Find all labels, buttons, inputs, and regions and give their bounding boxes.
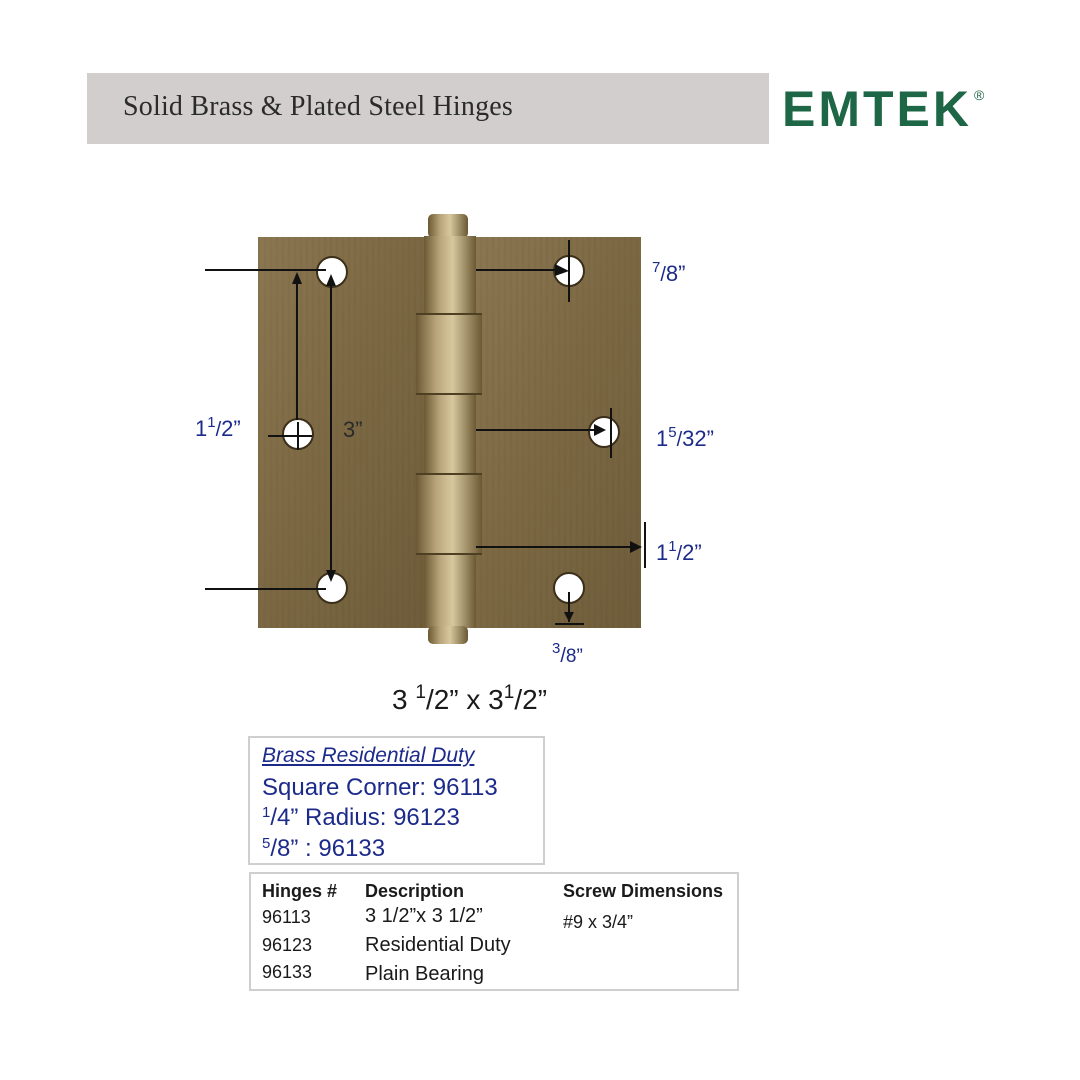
table-cell-screw: #9 x 3/4” bbox=[563, 912, 634, 932]
model-quarter-radius-sup: 1 bbox=[262, 804, 271, 821]
dimension-hole-spacing-long: 3” bbox=[343, 417, 363, 442]
dimension-hole-spacing-short bbox=[195, 414, 241, 442]
fraction-numerator: 5 bbox=[668, 424, 677, 441]
model-info-box bbox=[248, 736, 545, 865]
fraction-slash: / bbox=[560, 645, 566, 667]
dimension-top-offset bbox=[652, 259, 685, 287]
model-quarter-radius-text: /4” Radius: 96123 bbox=[270, 804, 460, 831]
dimension-hole-center bbox=[656, 424, 714, 452]
table-cell-description: Plain Bearing bbox=[365, 963, 484, 985]
model-five-eighths-radius bbox=[262, 835, 385, 863]
dimension-bottom-offset bbox=[552, 640, 583, 668]
size-caption: 3 $^1$/2” x $3^1/2$” bbox=[392, 682, 548, 715]
model-square-corner: Square Corner: 96113 bbox=[262, 774, 498, 801]
model-five-eighths-text: /8” : 96133 bbox=[270, 835, 386, 862]
hinge-knuckle bbox=[416, 214, 482, 644]
table-cell-hinge: 96113 bbox=[262, 907, 311, 927]
size-end: ” bbox=[537, 684, 548, 715]
unit-mark: ” bbox=[706, 426, 714, 451]
table-cell-description: Residential Duty bbox=[365, 934, 511, 956]
registered-mark: ® bbox=[974, 87, 988, 103]
brand-wordmark: EMTEK bbox=[782, 81, 972, 137]
table-cell-description: 3 1/2”x 3 1/2” bbox=[365, 905, 483, 927]
fraction-denominator: 32 bbox=[682, 426, 707, 451]
fraction-numerator: 3 bbox=[552, 640, 561, 657]
size-a-denominator: 2 bbox=[433, 684, 450, 715]
fraction-slash: / bbox=[676, 543, 683, 565]
unit-mark: ” bbox=[678, 261, 686, 286]
fraction-numerator: 1 bbox=[207, 414, 216, 431]
fraction-denominator: 8 bbox=[665, 261, 679, 286]
column-header-screw: Screw Dimensions bbox=[563, 881, 724, 901]
unit-mark: ” bbox=[576, 646, 583, 667]
fraction-numerator: 1 bbox=[668, 538, 677, 555]
table-cell-hinge: 96123 bbox=[262, 935, 313, 955]
fraction-denominator: 2 bbox=[221, 416, 234, 441]
model-quarter-radius bbox=[262, 804, 460, 832]
size-a-numerator: 1 bbox=[415, 682, 426, 703]
fraction-slash: / bbox=[660, 264, 666, 286]
fraction-whole: 1 bbox=[195, 416, 208, 441]
fraction-numerator: 7 bbox=[652, 259, 661, 276]
fraction-whole: 1 bbox=[656, 426, 669, 451]
column-header-description: Description bbox=[365, 881, 465, 901]
unit-mark: ” bbox=[694, 540, 702, 565]
spec-table bbox=[249, 872, 739, 991]
size-a-whole: 3 bbox=[392, 684, 408, 715]
fraction-slash: / bbox=[215, 419, 222, 441]
fraction-slash: / bbox=[676, 429, 683, 451]
fraction-whole: 1 bbox=[656, 540, 669, 565]
table-cell-hinge: 96133 bbox=[262, 962, 313, 982]
model-info-heading: Brass Residential Duty bbox=[262, 744, 475, 767]
fraction-denominator: 8 bbox=[565, 646, 577, 667]
model-five-eighths-sup: 5 bbox=[262, 835, 271, 852]
unit-mark: ” bbox=[233, 416, 241, 441]
column-header-hinges: Hinges # bbox=[262, 881, 338, 901]
size-b-numerator: 1 bbox=[503, 682, 515, 703]
dimension-leaf-width bbox=[656, 538, 702, 566]
size-b-denominator: 2 bbox=[522, 684, 538, 715]
page-title: Solid Brass & Plated Steel Hinges bbox=[123, 91, 514, 122]
screw-hole-right-middle bbox=[589, 417, 619, 447]
size-separator: ” x 3 bbox=[449, 684, 504, 715]
fraction-denominator: 2 bbox=[682, 540, 695, 565]
